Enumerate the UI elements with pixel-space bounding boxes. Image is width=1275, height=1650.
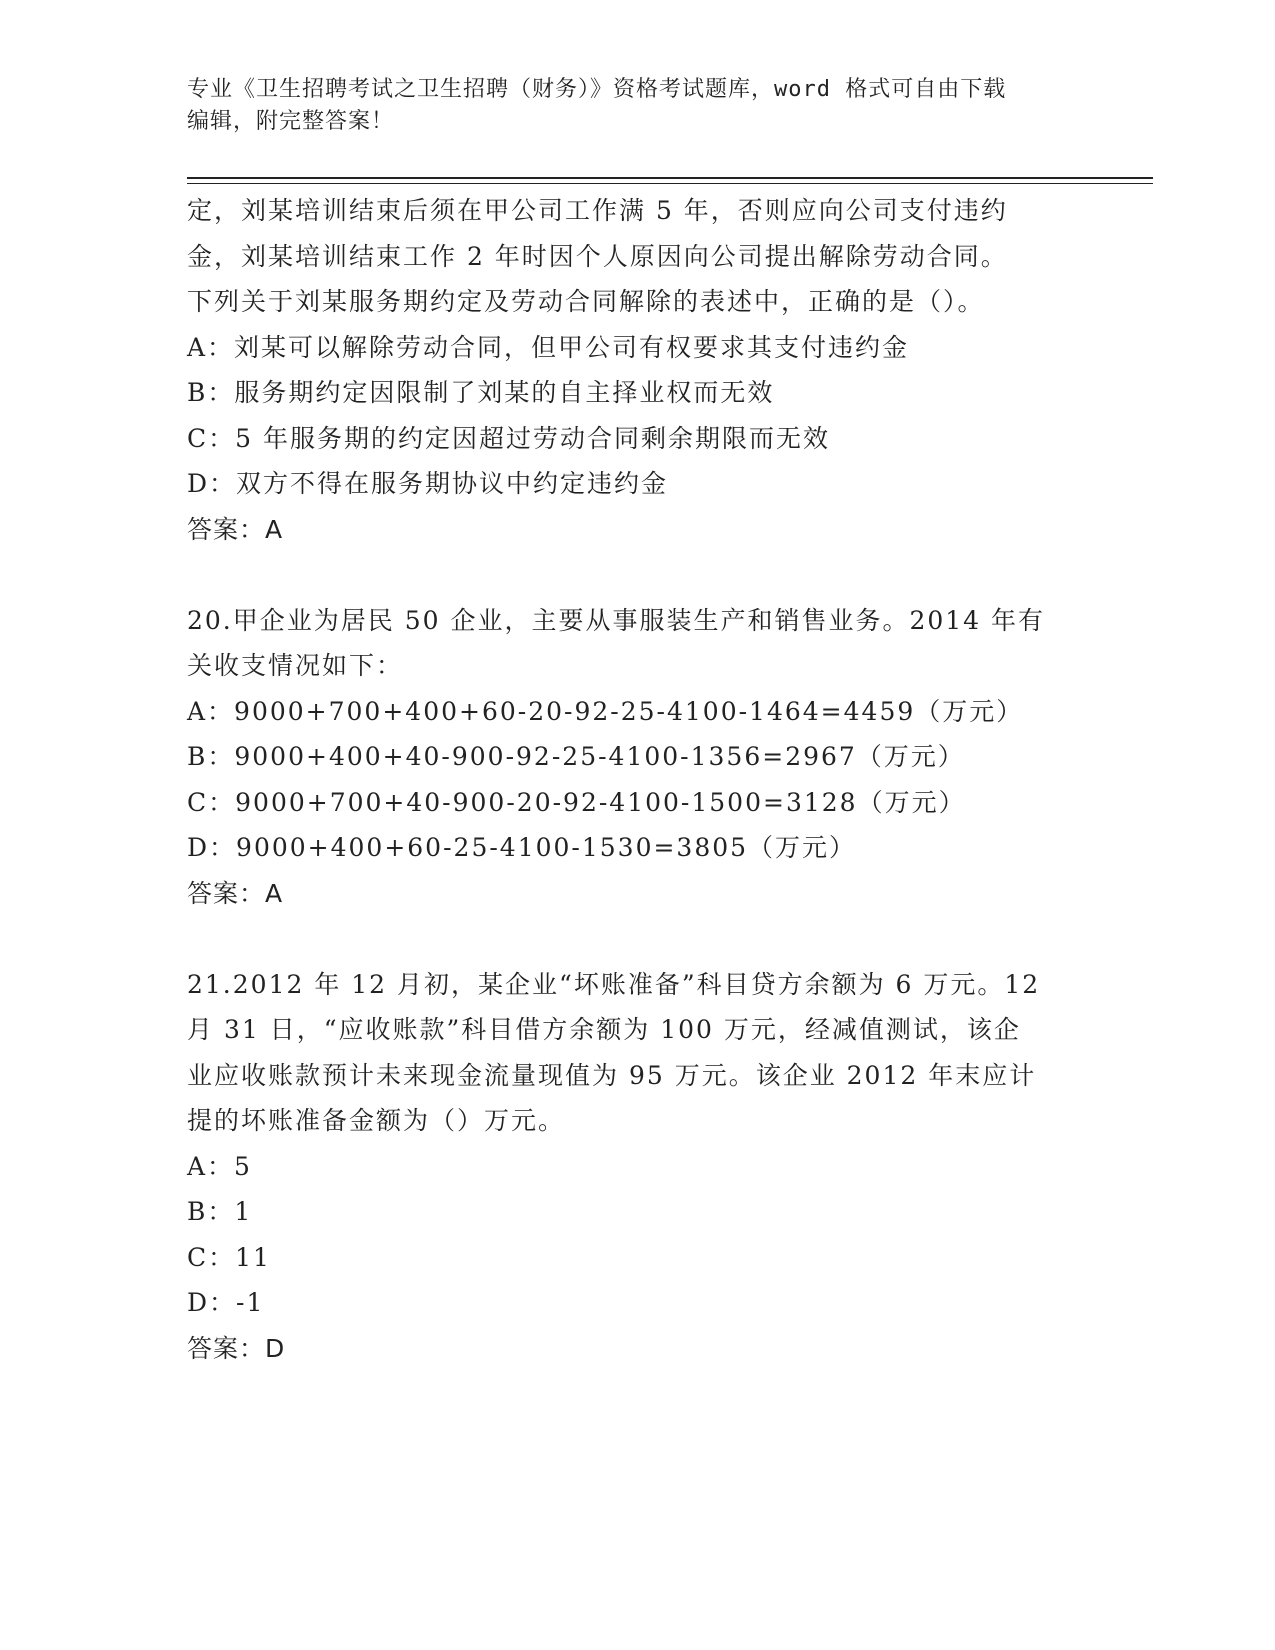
question-21 (187, 962, 1087, 1372)
option-c: C：5 年服务期的约定因超过劳动合同剩余期限而无效 (187, 423, 830, 453)
option-a: A：刘某可以解除劳动合同，但甲公司有权要求其支付违约金 (187, 332, 910, 362)
option-d: D：9000+400+60-25-4100-1530=3805（万元） (187, 833, 857, 862)
header-line-1: 专业《卫生招聘考试之卫生招聘（财务）》资格考试题库，word 格式可自由下载 (187, 77, 1007, 102)
document-body (187, 188, 1087, 1371)
option-d: D：-1 (187, 1288, 265, 1317)
question-stem-line: 定，刘某培训结束后须在甲公司工作满 5 年，否则应向公司支付违约 (187, 196, 1008, 225)
question-gap (187, 916, 1087, 962)
question-stem-line: 月 31 日，“应收账款”科目借方余额为 100 万元，经减值测试，该企 (187, 1015, 1021, 1044)
question-stem-line: 提的坏账准备金额为（）万元。 (187, 1106, 566, 1135)
question-stem-line: 业应收账款预计未来现金流量现值为 95 万元。该企业 2012 年末应计 (187, 1060, 1037, 1090)
answer-label: 答案：A (187, 878, 284, 908)
question-stem-line: 金，刘某培训结束工作 2 年时因个人原因向公司提出解除劳动合同。 (187, 241, 1008, 271)
question-stem-line: 关收支情况如下： (187, 651, 404, 680)
header-rule-thick (187, 177, 1153, 179)
answer-label: 答案：A (187, 514, 284, 544)
header-rule-thin (187, 183, 1153, 184)
question-gap (187, 552, 1087, 598)
option-b: B：9000+400+40-900-92-25-4100-1356=2967（万元） (187, 742, 965, 771)
answer-label: 答案：D (187, 1333, 286, 1363)
question-19 (187, 188, 1087, 552)
header-line-2: 编辑，附完整答案！ (187, 109, 395, 134)
document-header (187, 74, 1087, 138)
option-b: B：服务期约定因限制了刘某的自主择业权而无效 (187, 378, 775, 407)
question-stem-line: 20.甲企业为居民 50 企业，主要从事服装生产和销售业务。2014 年有 (187, 605, 1046, 635)
question-20 (187, 598, 1087, 917)
option-c: C：9000+700+40-900-20-92-4100-1500=3128（万元） (187, 787, 966, 817)
question-stem-line: 下列关于刘某服务期约定及劳动合同解除的表述中，正确的是（）。 (187, 287, 985, 316)
option-a: A：5 (187, 1151, 252, 1181)
question-stem-line: 21.2012 年 12 月初，某企业“坏账准备”科目贷方余额为 6 万元。12 (187, 969, 1041, 999)
option-c: C：11 (187, 1242, 271, 1272)
option-d: D：双方不得在服务期协议中约定违约金 (187, 469, 669, 498)
option-b: B：1 (187, 1197, 253, 1226)
option-a: A：9000+700+400+60-20-92-25-4100-1464=4459（万元） (187, 696, 1024, 726)
